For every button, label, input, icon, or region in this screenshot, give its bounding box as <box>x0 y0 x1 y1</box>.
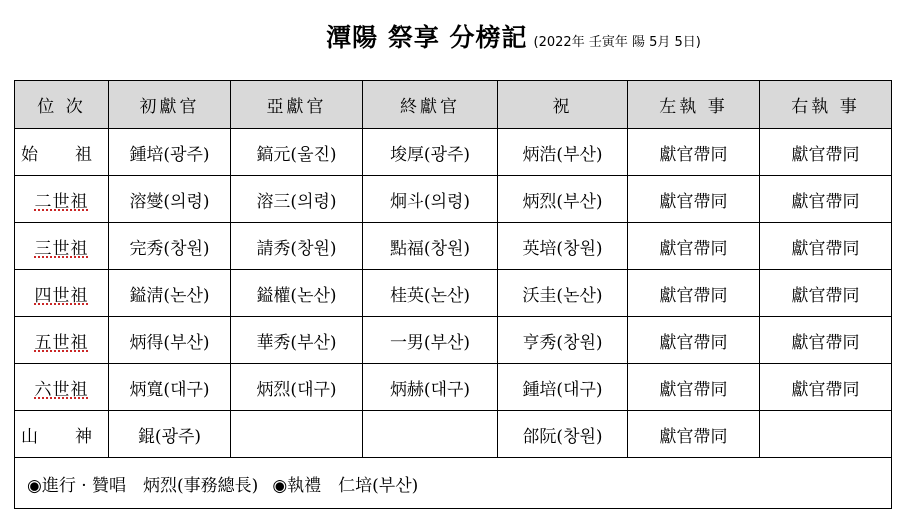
table-row <box>15 176 892 223</box>
header-right-attendant: 右執 事 <box>760 81 892 129</box>
generation-cell <box>15 270 109 317</box>
final-offerer-cell: 桂英(논산) <box>363 270 498 317</box>
first-offerer-cell: 鍾培(광주) <box>109 129 231 176</box>
first-offerer-cell: 完秀(창원) <box>109 223 231 270</box>
generation-cell: 山 神 <box>15 411 109 458</box>
first-offerer-cell: 溶燮(의령) <box>109 176 231 223</box>
final-offerer-cell <box>363 411 498 458</box>
generation-label: 六世祖 <box>34 379 89 400</box>
second-offerer-cell: 華秀(부산) <box>231 317 363 364</box>
left-attendant-cell: 獻官帶同 <box>628 411 760 458</box>
second-offerer-cell: 請秀(창원) <box>231 223 363 270</box>
invocation-cell: 亨秀(창원) <box>498 317 628 364</box>
generation-cell <box>15 176 109 223</box>
left-attendant-cell: 獻官帶同 <box>628 317 760 364</box>
final-offerer-cell: 炯斗(의령) <box>363 176 498 223</box>
header-row <box>15 81 892 129</box>
second-offerer-cell: 鎰權(논산) <box>231 270 363 317</box>
invocation-cell: 鍾培(대구) <box>498 364 628 411</box>
invocation-cell: 郃阮(창원) <box>498 411 628 458</box>
table-row <box>15 129 892 176</box>
document-title-block <box>0 18 907 54</box>
ritual-assignment-table <box>14 80 892 509</box>
header-invocation: 祝 <box>498 81 628 129</box>
final-offerer-cell: 炳赫(대구) <box>363 364 498 411</box>
header-final-offerer: 終獻官 <box>363 81 498 129</box>
header-left-attendant: 左執 事 <box>628 81 760 129</box>
second-offerer-cell: 鎬元(울진) <box>231 129 363 176</box>
footer-row <box>15 458 892 509</box>
generation-cell <box>15 317 109 364</box>
right-attendant-cell: 獻官帶同 <box>760 129 892 176</box>
generation-label: 四世祖 <box>34 285 89 306</box>
footer-cell <box>15 458 892 509</box>
generation-cell: 始 祖 <box>15 129 109 176</box>
generation-label: 三世祖 <box>34 238 89 259</box>
first-offerer-cell: 炳寬(대구) <box>109 364 231 411</box>
left-attendant-cell: 獻官帶同 <box>628 129 760 176</box>
footer-ritual-officiant: ◉執禮 仁培(부산) <box>272 475 419 496</box>
table-row <box>15 270 892 317</box>
footer-progress-caller: ◉進行 · 贊唱 炳烈(事務總長) <box>27 475 259 496</box>
invocation-cell: 炳烈(부산) <box>498 176 628 223</box>
table-row <box>15 411 892 458</box>
table-row <box>15 317 892 364</box>
document-title: 潭陽 祭享 分榜記 <box>326 23 528 52</box>
right-attendant-cell: 獻官帶同 <box>760 223 892 270</box>
final-offerer-cell: 點福(창원) <box>363 223 498 270</box>
header-first-offerer: 初獻官 <box>109 81 231 129</box>
header-position: 位 次 <box>15 81 109 129</box>
left-attendant-cell: 獻官帶同 <box>628 364 760 411</box>
right-attendant-cell <box>760 411 892 458</box>
generation-label: 五世祖 <box>34 332 89 353</box>
left-attendant-cell: 獻官帶同 <box>628 270 760 317</box>
invocation-cell: 炳浩(부산) <box>498 129 628 176</box>
table-row <box>15 223 892 270</box>
right-attendant-cell: 獻官帶同 <box>760 270 892 317</box>
final-offerer-cell: 一男(부산) <box>363 317 498 364</box>
first-offerer-cell: 鎰淸(논산) <box>109 270 231 317</box>
right-attendant-cell: 獻官帶同 <box>760 176 892 223</box>
second-offerer-cell <box>231 411 363 458</box>
second-offerer-cell: 溶三(의령) <box>231 176 363 223</box>
generation-cell <box>15 364 109 411</box>
document-date: (2022年 壬寅年 陽 5月 5日) <box>533 35 701 50</box>
final-offerer-cell: 埈厚(광주) <box>363 129 498 176</box>
right-attendant-cell: 獻官帶同 <box>760 364 892 411</box>
header-second-offerer: 亞獻官 <box>231 81 363 129</box>
left-attendant-cell: 獻官帶同 <box>628 223 760 270</box>
invocation-cell: 沃圭(논산) <box>498 270 628 317</box>
first-offerer-cell: 錕(광주) <box>109 411 231 458</box>
generation-label: 二世祖 <box>34 191 89 212</box>
table-row <box>15 364 892 411</box>
generation-cell <box>15 223 109 270</box>
first-offerer-cell: 炳得(부산) <box>109 317 231 364</box>
second-offerer-cell: 炳烈(대구) <box>231 364 363 411</box>
invocation-cell: 英培(창원) <box>498 223 628 270</box>
right-attendant-cell: 獻官帶同 <box>760 317 892 364</box>
left-attendant-cell: 獻官帶同 <box>628 176 760 223</box>
